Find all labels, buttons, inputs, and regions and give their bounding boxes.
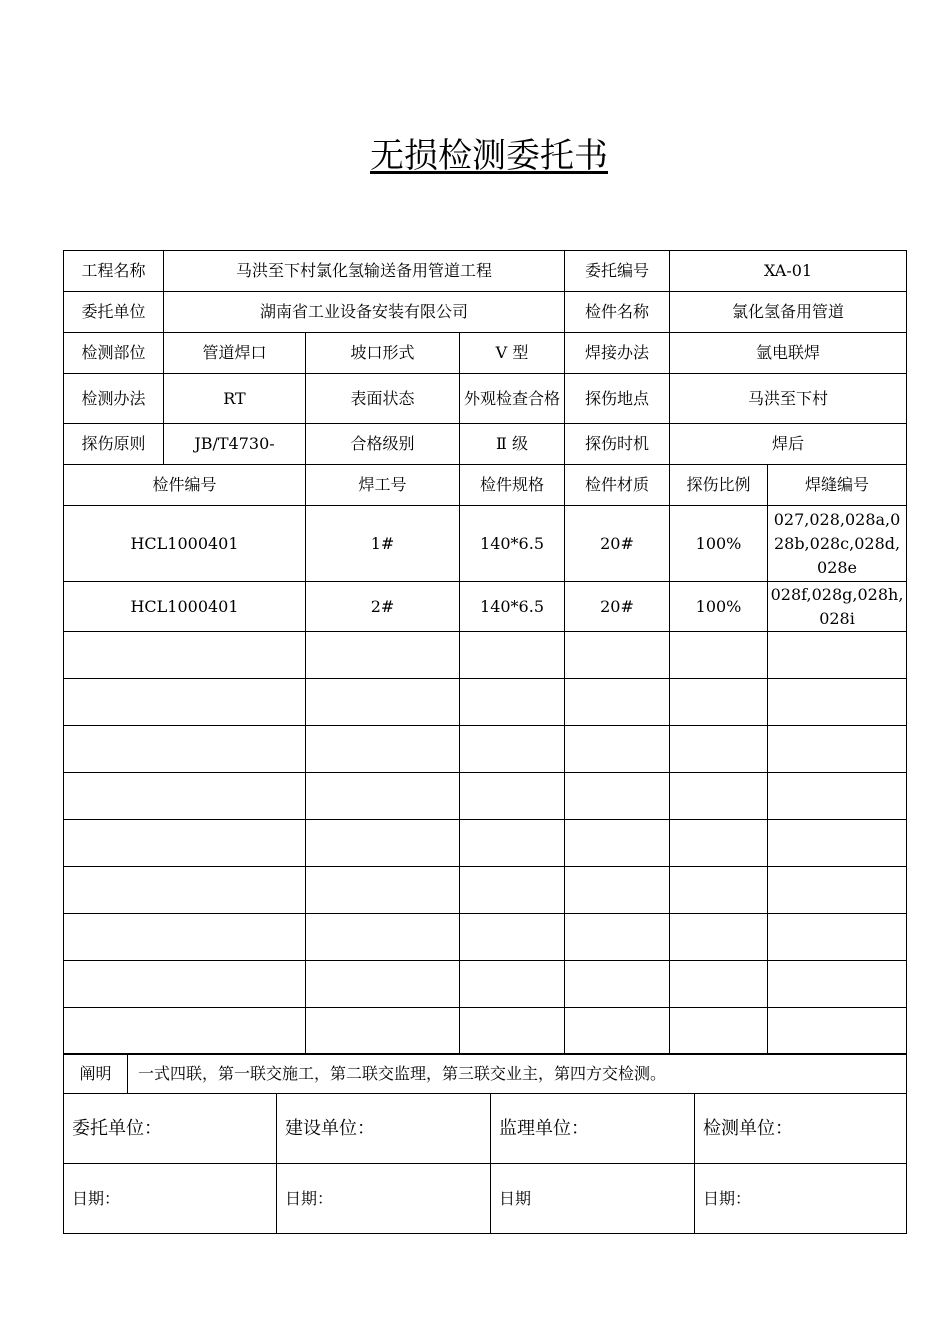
empty-cell [670, 632, 768, 679]
empty-cell [768, 632, 907, 679]
empty-cell [565, 679, 670, 726]
value-groove: V 型 [460, 333, 565, 374]
empty-cell [565, 773, 670, 820]
empty-cell [460, 867, 565, 914]
empty-cell [768, 773, 907, 820]
empty-cell [670, 914, 768, 961]
signature-supervisor: 监理单位： [491, 1094, 695, 1164]
welder-no: 1# [306, 506, 460, 582]
empty-cell [768, 961, 907, 1008]
empty-cell [565, 632, 670, 679]
empty-cell [64, 820, 306, 867]
item-material: 20# [565, 506, 670, 582]
row-part [64, 333, 907, 374]
empty-cell [670, 820, 768, 867]
item-id: HCL1000401 [64, 506, 306, 582]
row-standard [64, 424, 907, 465]
empty-cell [64, 679, 306, 726]
empty-cell [768, 679, 907, 726]
value-location: 马洪至下村 [670, 374, 907, 424]
value-method: RT [164, 374, 306, 424]
item-spec: 140*6.5 [460, 582, 565, 632]
column-header: 焊缝编号 [768, 465, 907, 506]
empty-cell [306, 867, 460, 914]
value-part: 管道焊口 [164, 333, 306, 374]
inspection-ratio: 100% [670, 506, 768, 582]
value-surface: 外观检查合格 [460, 374, 565, 424]
welder-no: 2# [306, 582, 460, 632]
note-text: 一式四联，第一联交施工，第二联交监理，第三联交业主，第四方交检测。 [128, 1054, 907, 1094]
row-method [64, 374, 907, 424]
empty-cell [64, 867, 306, 914]
column-header: 焊工号 [306, 465, 460, 506]
row-project [64, 251, 907, 292]
empty-cell [460, 726, 565, 773]
empty-row [64, 632, 907, 679]
value-commission-no: XA-01 [670, 251, 907, 292]
weld-numbers: 028f,028g,028h,028i [768, 582, 907, 632]
empty-row [64, 820, 907, 867]
weld-numbers: 027,028,028a,028b,028c,028d,028e [768, 506, 907, 582]
empty-cell [64, 726, 306, 773]
empty-cell [306, 961, 460, 1008]
empty-cell [670, 1008, 768, 1055]
value-client: 湖南省工业设备安装有限公司 [164, 292, 565, 333]
label-standard: 探伤原则 [64, 424, 164, 465]
form-table [63, 250, 907, 1055]
empty-cell [306, 914, 460, 961]
inspection-ratio: 100% [670, 582, 768, 632]
note-table [63, 1053, 907, 1094]
label-grade: 合格级别 [306, 424, 460, 465]
empty-cell [768, 1008, 907, 1055]
empty-cell [768, 867, 907, 914]
label-method: 检测办法 [64, 374, 164, 424]
label-item-name: 检件名称 [565, 292, 670, 333]
column-header: 检件材质 [565, 465, 670, 506]
label-surface: 表面状态 [306, 374, 460, 424]
empty-cell [460, 1008, 565, 1055]
empty-cell [460, 961, 565, 1008]
empty-cell [565, 1008, 670, 1055]
signature-inspector: 检测单位： [695, 1094, 907, 1164]
empty-cell [306, 679, 460, 726]
signature-table [63, 1093, 907, 1234]
label-client: 委托单位 [64, 292, 164, 333]
column-header: 检件编号 [64, 465, 306, 506]
empty-cell [306, 820, 460, 867]
value-item-name: 氯化氢备用管道 [670, 292, 907, 333]
date-row [64, 1164, 907, 1234]
value-standard: JB/T4730- [164, 424, 306, 465]
item-spec: 140*6.5 [460, 506, 565, 582]
empty-row [64, 1008, 907, 1055]
date-supervisor: 日期 [491, 1164, 695, 1234]
label-timing: 探伤时机 [565, 424, 670, 465]
label-groove: 坡口形式 [306, 333, 460, 374]
empty-row [64, 914, 907, 961]
label-project-name: 工程名称 [64, 251, 164, 292]
items-header [64, 465, 907, 506]
empty-cell [768, 820, 907, 867]
empty-cell [64, 1008, 306, 1055]
column-header: 检件规格 [460, 465, 565, 506]
page-title: 无损检测委托书 [370, 136, 608, 176]
empty-cell [670, 961, 768, 1008]
empty-cell [306, 773, 460, 820]
note-row [64, 1054, 907, 1094]
value-project-name: 马洪至下村氯化氢输送备用管道工程 [164, 251, 565, 292]
item-id: HCL1000401 [64, 582, 306, 632]
date-builder: 日期： [277, 1164, 491, 1234]
signature-client: 委托单位： [64, 1094, 277, 1164]
signature-row [64, 1094, 907, 1164]
empty-cell [64, 914, 306, 961]
empty-cell [565, 961, 670, 1008]
item-material: 20# [565, 582, 670, 632]
empty-row [64, 679, 907, 726]
empty-cell [670, 679, 768, 726]
empty-cell [460, 632, 565, 679]
empty-cell [670, 867, 768, 914]
empty-cell [670, 773, 768, 820]
empty-cell [306, 1008, 460, 1055]
empty-cell [460, 773, 565, 820]
note-label: 阐明 [64, 1054, 128, 1094]
empty-cell [565, 867, 670, 914]
signature-builder: 建设单位： [277, 1094, 491, 1164]
table-row [64, 506, 907, 582]
column-header: 探伤比例 [670, 465, 768, 506]
value-grade: Ⅱ 级 [460, 424, 565, 465]
empty-cell [565, 914, 670, 961]
empty-cell [565, 726, 670, 773]
label-welding: 焊接办法 [565, 333, 670, 374]
empty-cell [460, 679, 565, 726]
empty-cell [64, 632, 306, 679]
label-part: 检测部位 [64, 333, 164, 374]
empty-row [64, 773, 907, 820]
empty-cell [565, 820, 670, 867]
table-row [64, 582, 907, 632]
value-timing: 焊后 [670, 424, 907, 465]
empty-cell [64, 773, 306, 820]
empty-cell [64, 961, 306, 1008]
empty-cell [460, 914, 565, 961]
empty-cell [306, 632, 460, 679]
empty-cell [306, 726, 460, 773]
empty-row [64, 726, 907, 773]
empty-cell [768, 914, 907, 961]
value-welding: 氩电联焊 [670, 333, 907, 374]
row-client [64, 292, 907, 333]
empty-cell [670, 726, 768, 773]
empty-row [64, 867, 907, 914]
empty-cell [460, 820, 565, 867]
date-client: 日期： [64, 1164, 277, 1234]
label-location: 探伤地点 [565, 374, 670, 424]
empty-cell [768, 726, 907, 773]
empty-row [64, 961, 907, 1008]
label-commission-no: 委托编号 [565, 251, 670, 292]
date-inspector: 日期： [695, 1164, 907, 1234]
